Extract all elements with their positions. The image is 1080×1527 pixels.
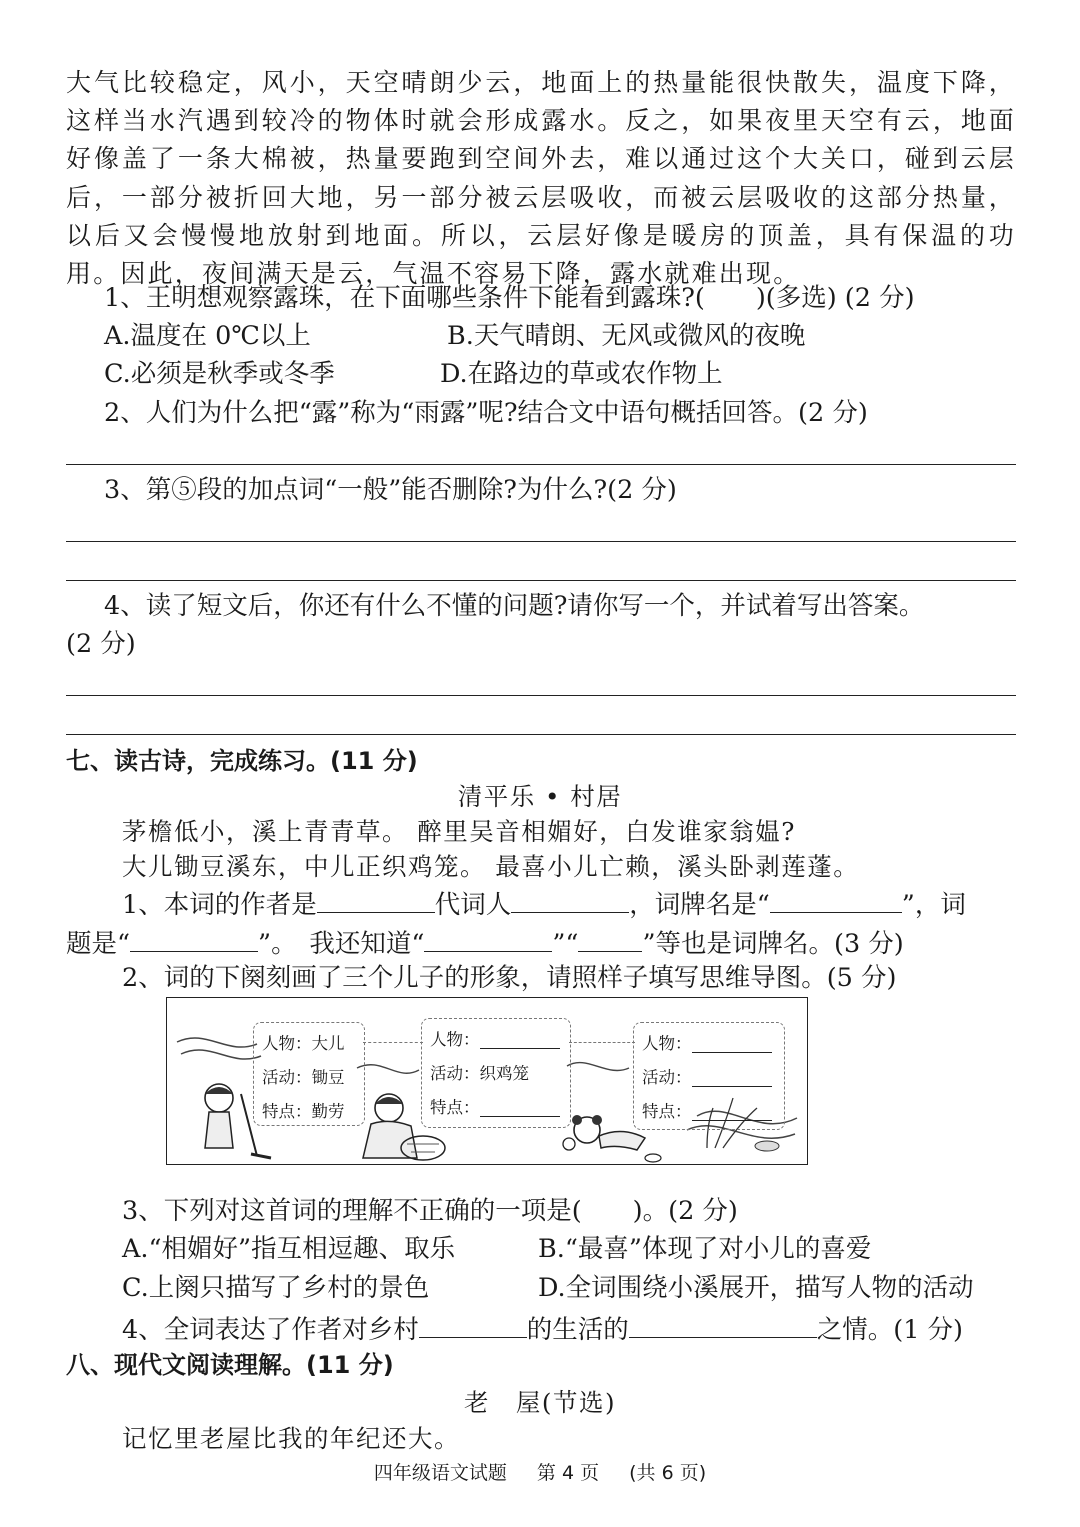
- footer-total-pages: (共 6 页): [629, 1462, 707, 1484]
- section8-title: 老 屋(节选): [463, 1388, 617, 1417]
- q4-answer-line-1[interactable]: [66, 695, 1016, 696]
- other-cipai-blank-1[interactable]: [424, 925, 552, 952]
- life-adjective-blank[interactable]: [419, 1311, 527, 1338]
- mindmap-card-eldest: [253, 1022, 365, 1126]
- s7-q4-text-2: 的生活的: [526, 1315, 629, 1345]
- q1-option-d: D.在路边的草或农作物上: [440, 359, 723, 389]
- card2-trait-blank[interactable]: [480, 1100, 560, 1117]
- author-name-blank[interactable]: [511, 886, 629, 913]
- q1-option-b: B.天气晴朗、无风或微风的夜晚: [447, 321, 806, 351]
- mind-map: [166, 997, 808, 1165]
- connector-2: [569, 1042, 635, 1043]
- card2-person-row: [430, 1023, 562, 1057]
- reading-passage: 大气比较稳定，风小，天空晴朗少云，地面上的热量能很快散失，温度下降，这样当水汽遇到较冷的物体时就会形成露水。反之，如果夜里天空有云，地面好像盖了一条大棉被，热量要跑到空间外去，难以通过这个大关口，碰到云层后，一部分被折回大地，另一部分被云层吸收，而被云层吸收的这部分热量，以后又会慢慢地放射到地面。所以，云层好像是暖房的顶盖，具有保温的功用。因此，夜间满天是云，气温不容易下降，露水就难出现。: [66, 68, 1016, 289]
- card1-person: 人物：大儿: [262, 1034, 345, 1053]
- s7-q1-text-2: 代词人: [434, 890, 512, 920]
- card3-trait: 特点：: [642, 1102, 692, 1121]
- s7-q3-stem: 3、下列对这首词的理解不正确的一项是( )。(2 分): [122, 1196, 738, 1226]
- card3-person: 人物：: [642, 1034, 692, 1053]
- s7-q4-line: [122, 1311, 963, 1346]
- connector-1: [363, 1042, 423, 1043]
- q1-option-a: A.温度在 0℃以上: [104, 321, 311, 351]
- s7-q2-stem: 2、词的下阕刻画了三个儿子的形象，请照样子填写思维导图。(5 分): [122, 963, 897, 993]
- s7-q4-text-1: 4、全词表达了作者对乡村: [122, 1315, 419, 1345]
- q3-stem: 3、第⑤段的加点词“一般”能否删除?为什么?(2 分): [104, 475, 677, 505]
- q4-answer-line-2[interactable]: [66, 734, 1016, 735]
- card3-activity: 活动：: [642, 1068, 692, 1087]
- author-dynasty-blank[interactable]: [317, 886, 435, 913]
- s7-q3-option-a: A.“相媚好”指互相逗趣、取乐: [122, 1234, 456, 1264]
- other-cipai-blank-2[interactable]: [578, 925, 642, 952]
- card2-person: 人物：: [430, 1030, 480, 1049]
- emotion-blank[interactable]: [629, 1311, 817, 1338]
- card2-trait-row: [430, 1091, 562, 1125]
- card2-activity: 活动：织鸡笼: [430, 1064, 529, 1083]
- cipai-blank[interactable]: [770, 886, 902, 913]
- card2-person-blank[interactable]: [480, 1032, 560, 1049]
- s7-q1-text-5: 题是“: [66, 929, 131, 959]
- card3-activity-blank[interactable]: [692, 1070, 772, 1087]
- q1-option-c: C.必须是秋季或冬季: [104, 359, 335, 389]
- card3-person-row: [642, 1027, 776, 1061]
- mindmap-card-middle: [421, 1018, 571, 1128]
- s7-q3-option-b: B.“最喜”体现了对小儿的喜爱: [538, 1234, 872, 1264]
- poem-title: 清平乐 • 村居: [457, 782, 623, 811]
- q2-stem: 2、人们为什么把“露”称为“雨露”呢?结合文中语句概括回答。(2 分): [104, 398, 868, 428]
- q4-stem: 4、读了短文后，你还有什么不懂的问题?请你写一个，并试着写出答案。: [104, 591, 925, 621]
- poem-title-blank[interactable]: [130, 925, 258, 952]
- card3-person-blank[interactable]: [692, 1036, 772, 1053]
- s7-q1-text-8: ”等也是词牌名。(3 分): [642, 929, 904, 959]
- s7-q1-text-1: 1、本词的作者是: [122, 890, 317, 920]
- s7-q1-line1: [122, 886, 966, 921]
- poem-line-2: 大儿锄豆溪东，中儿正织鸡笼。 最喜小儿亡赖，溪头卧剥莲蓬。: [122, 852, 860, 881]
- footer-page-number: 第 4 页: [536, 1462, 600, 1484]
- q1-stem: 1、王明想观察露珠，在下面哪些条件下能看到露珠?( )(多选) (2 分): [104, 283, 915, 313]
- s7-q1-text-7: ”“: [552, 929, 579, 959]
- q4-points: (2 分): [66, 629, 136, 659]
- card3-trait-blank[interactable]: [692, 1104, 772, 1121]
- footer-exam-name: 四年级语文试题: [373, 1462, 507, 1484]
- section7-heading: 七、读古诗，完成练习。(11 分): [66, 747, 418, 775]
- card3-activity-row: [642, 1061, 776, 1095]
- section8-heading: 八、现代文阅读理解。(11 分): [66, 1351, 394, 1379]
- q2-answer-line[interactable]: [66, 464, 1016, 465]
- s7-q1-text-3: ，词牌名是“: [629, 890, 770, 920]
- s7-q4-text-3: 之情。(1 分): [816, 1315, 963, 1345]
- s7-q1-text-6: ”。 我还知道“: [258, 929, 425, 959]
- s7-q3-option-c: C.上阕只描写了乡村的景色: [122, 1273, 430, 1303]
- section8-first-line: 记忆里老屋比我的年纪还大。: [122, 1424, 460, 1453]
- page-footer: [0, 1458, 1080, 1485]
- q3-answer-line-2[interactable]: [66, 580, 1016, 581]
- card1-activity: 活动：锄豆: [262, 1068, 345, 1087]
- mindmap-card-youngest: [633, 1022, 785, 1130]
- s7-q1-line2: [66, 925, 904, 960]
- s7-q1-text-4: ”，词: [901, 890, 966, 920]
- card2-trait: 特点：: [430, 1098, 480, 1117]
- s7-q3-option-d: D.全词围绕小溪展开，描写人物的活动: [538, 1273, 974, 1303]
- card3-trait-row: [642, 1095, 776, 1129]
- card1-trait: 特点：勤劳: [262, 1102, 345, 1121]
- poem-line-1: 茅檐低小，溪上青青草。 醉里吴音相媚好，白发谁家翁媪?: [122, 817, 796, 846]
- q3-answer-line-1[interactable]: [66, 541, 1016, 542]
